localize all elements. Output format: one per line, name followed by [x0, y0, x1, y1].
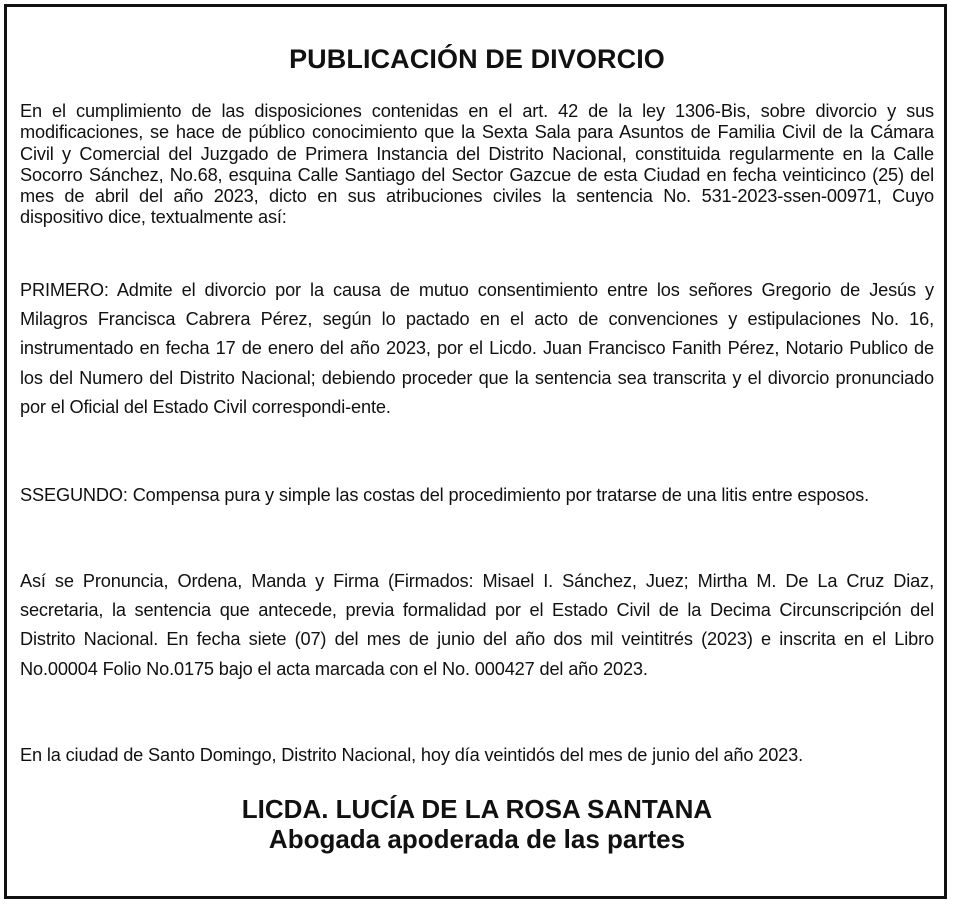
- page-title: PUBLICACIÓN DE DIVORCIO: [289, 44, 665, 74]
- segundo-paragraph: SSEGUNDO: Compensa pura y simple las costas del procedimiento por tratarse de una litis entre esposos.: [20, 485, 870, 505]
- intro-paragraph: En el cumplimiento de las disposiciones contenidas en el art. 42 de la ley 1306-Bis, sobre divorcio y sus modificaciones, se hace de público conocimiento que la Sexta Sala para Asuntos de Familia Civil de la Cámara Civil y Comercial del Juzgado de Primera Instancia del Distrito Nacional, constituida regularmente en la Calle Socorro Sánchez, No.68, esquina Calle Santiago del Sector Gazcue de esta Ciudad en fecha veinticinco (25) del mes de abril del año 2023, dicto en sus atribuciones civiles la sentencia No. 531-2023-ssen-00971, Cuyo dispositivo dice, textualmente así:: [20, 101, 934, 228]
- primero-paragraph: PRIMERO: Admite el divorcio por la causa de mutuo consentimiento entre los señores Gregorio de Jesús y Milagros Francisca Cabrera Pérez, según lo pactado en el acto de convenciones y estipulaciones No. 16, instrumentado en fecha 17 de enero del año 2023, por el Licdo. Juan Francisco Fanith Pérez, Notario Publico de los del Numero del Distrito Nacional; debiendo proceder que la sentencia sea transcrita y el divorcio pronunciado por el Oficial del Estado Civil correspondi-ente.: [20, 280, 934, 417]
- signature-name: LICDA. LUCÍA DE LA ROSA SANTANA: [241, 794, 713, 824]
- location-date-paragraph: En la ciudad de Santo Domingo, Distrito Nacional, hoy día veintidós del mes de junio del año 2023.: [20, 745, 804, 765]
- firma-paragraph: Así se Pronuncia, Ordena, Manda y Firma (Firmados: Misael I. Sánchez, Juez; Mirtha M. De La Cruz Diaz, secretaria, la sentencia que antecede, previa formalidad por el Estado Civil de la Decima Circunscripción del Distrito Nacional. En fecha siete (07) del mes de junio del año dos mil veintitrés (2023) e inscrita en el Libro No.00004 Folio No.0175 bajo el acta marcada con el No. 000427 del año 2023.: [20, 571, 934, 679]
- signature-role: Abogada apoderada de las partes: [268, 824, 686, 854]
- signature-block: [0, 794, 954, 854]
